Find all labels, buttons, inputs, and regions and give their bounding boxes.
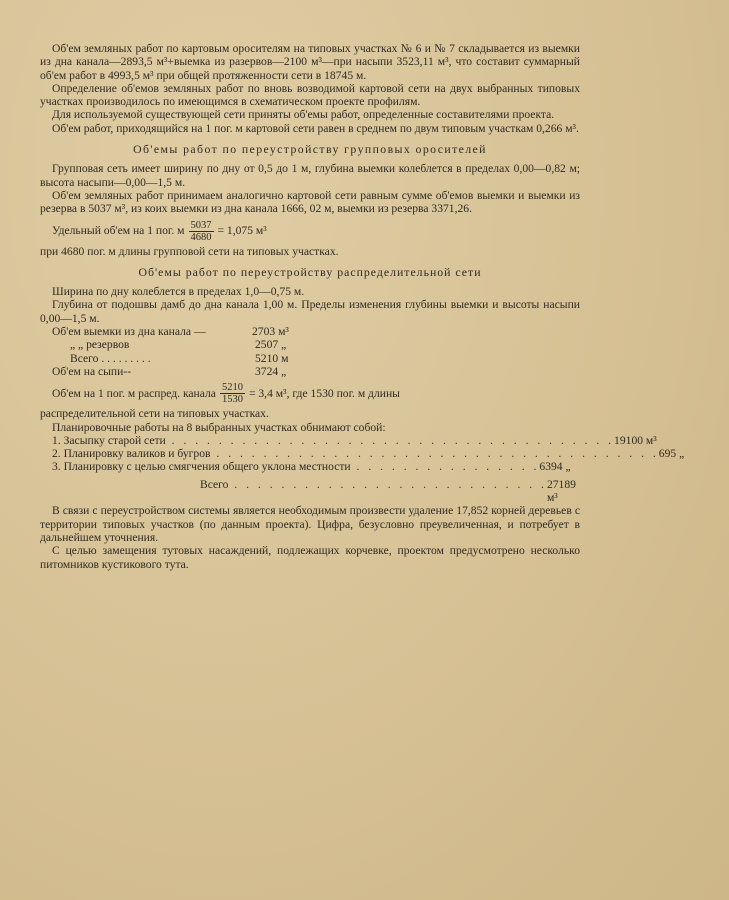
paragraph-tree-removal: В связи с переустройством системы является необходимым произвести удаление 17,852 корней деревьев с территории типовых участков (по данным проекта). Цифра, безусловно преувеличенная, и потребует в дальнейшем уточнения.: [40, 504, 580, 544]
unit-volume-formula: [40, 220, 580, 243]
planning-item-text: 1. Засыпку старой сети: [52, 433, 166, 447]
volume-row-canal: [40, 325, 580, 338]
volume-total-value: 5210 м: [255, 351, 289, 365]
paragraph-nurseries: С целью замещения тутовых насаждений, подлежащих корчевке, проектом предусмотрено несколько питомников кустикового тута.: [40, 544, 580, 571]
distribution-volume-label: Об'ем на 1 пог. м распред. канала: [52, 387, 216, 401]
paragraph-existing-network: Для используемой существующей сети приняты об'емы работ, определенные составителями проекта.: [52, 108, 555, 122]
volume-fill-value: 3724 „: [255, 364, 287, 378]
volume-row-reserve: [40, 338, 580, 351]
paragraph-group-network-volumes: Об'ем земляных работ принимаем аналогично картовой сети равным сумме об'емов выемки и выемки из резерва в 5037 м³, из коих выемки из дна канала 1666, 02 м, выемки из резерва 3371,26.: [40, 188, 580, 216]
fraction-numerator: 5210: [221, 382, 243, 394]
fraction-denominator: 4680: [190, 231, 212, 243]
leader-dots: . . . . . . . . . . . . . . . . . . . . . . . . . . .: [228, 477, 547, 491]
list-item: [52, 447, 685, 461]
planning-item-text: 3. Планировку с целью смягчения общего уклона местности: [52, 460, 351, 474]
planning-works-list: [40, 433, 685, 474]
planning-item-value: 695 „: [658, 447, 685, 461]
leader-dots: . . . . . . . . . . . . . . . . . . . . . . . . . . . . . . . . . . . . . .: [210, 447, 659, 461]
planning-total-row: [40, 478, 580, 505]
planning-total-label: Всего: [200, 477, 229, 491]
volume-reserve-value: 2507 „: [255, 338, 287, 352]
paragraph-distribution-length: распределительной сети на типовых участках.: [40, 407, 269, 421]
volume-reserve-label: „ „ резервов: [70, 338, 130, 352]
paragraph-distribution-width: Ширина по дну колеблется в пределах 1,0—0,75 м.: [52, 285, 305, 299]
unit-volume-label: Удельный об'ем на 1 пог. м: [52, 224, 185, 238]
distribution-volume-formula: [40, 382, 580, 405]
unit-volume-fraction: [189, 220, 214, 243]
section-heading-group-irrigators: Об'емы работ по переустройству групповых оросителей: [133, 142, 487, 157]
planning-total-value: 27189 м³: [546, 477, 576, 505]
distribution-volume-rest: = 3,4 м³, где 1530 пог. м длины: [248, 387, 400, 401]
paragraph-average-volume: Об'ем работ, приходящийся на 1 пог. м картовой сети равен в среднем по двум типовым участкам 0,266 м³.: [52, 121, 579, 135]
paragraph-earthworks-summary: Об'ем земляных работ по картовым оросителям на типовых участках № 6 и № 7 складывается из выемки из дна канала—2893,5 м³+выемка из разервов—2100 м³—при насыпи 3523,11 м³, что составит суммарный об'ем работ в 4993,5 м³ при общей протяженности сети в 18745 м.: [40, 42, 580, 82]
leader-dots: . . . . . . . . . . . . . . . .: [350, 460, 540, 474]
fraction-numerator: 5037: [190, 219, 212, 231]
paragraph-planning-intro: Планировочные работы на 8 выбранных участках обнимают собой:: [52, 420, 386, 434]
volume-fill-label: Об'ем на сыпи--: [52, 364, 132, 378]
volume-canal-label: Об'ем выемки из дна канала —: [52, 325, 206, 339]
leader-dots: . . . . . . . . . . . . . . . . . . . . . . . . . . . . . . . . . . . . . .: [165, 433, 615, 447]
volume-row-total: [40, 352, 580, 365]
section-heading-distribution-network: Об'емы работ по переустройству распределительной сети: [138, 264, 482, 279]
unit-volume-result: = 1,075 м³: [217, 224, 267, 238]
fraction-denominator: 1530: [221, 394, 243, 406]
list-item: [52, 460, 580, 473]
volume-total-label: Всего . . . . . . . . .: [70, 351, 151, 365]
list-item: [52, 433, 657, 447]
volume-row-fill: [40, 365, 580, 378]
paragraph-group-length: при 4680 пог. м длины групповой сети на типовых участках.: [40, 244, 339, 258]
volume-canal-value: 2703 м³: [252, 325, 289, 339]
paragraph-distribution-depth: Глубина от подошвы дамб до дна канала 1,00 м. Пределы изменения глубины выемки и высоты насыпи 0,00—1,5 м.: [40, 298, 580, 325]
distribution-volume-fraction: [220, 382, 245, 405]
paragraph-volume-method: Определение об'емов земляных работ по вновь возводимой картовой сети на двух выбранных типовых участках производилось по имеющимся в схематическом проекте профилям.: [40, 81, 580, 109]
planning-item-value: 6394 „: [539, 460, 571, 474]
planning-item-value: 19100 м³: [614, 433, 657, 447]
planning-item-text: 2. Планировку валиков и бугров: [52, 447, 211, 461]
paragraph-group-network-dimensions: Групповая сеть имеет ширину по дну от 0,5 до 1 м, глубина выемки колеблется в пределах 0,00—0,82 м; высота насыпи—0,00—1,5 м.: [40, 162, 580, 189]
document-body: [40, 42, 685, 571]
